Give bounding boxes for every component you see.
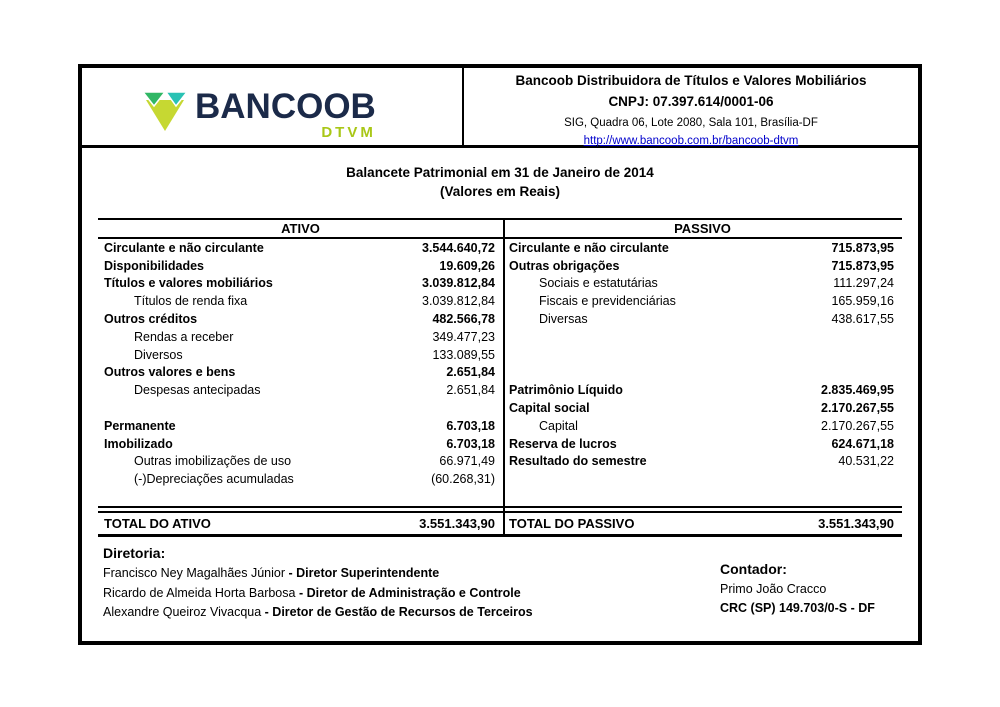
passivo-cell	[503, 488, 902, 506]
total-ativo	[98, 513, 503, 534]
ativo-row-label: Imobilizado	[104, 436, 173, 451]
table-body	[98, 239, 902, 506]
ativo-column-header: ATIVO	[281, 221, 320, 236]
contador-crc: CRC (SP) 149.703/0-S - DF	[720, 601, 875, 615]
passivo-cell	[503, 346, 902, 364]
ativo-cell	[98, 239, 503, 257]
ativo-cell	[98, 417, 503, 435]
passivo-cell	[503, 257, 902, 275]
passivo-row-label: Diversas	[539, 312, 588, 327]
director-role: - Diretor de Gestão de Recursos de Terceiros	[264, 605, 533, 619]
passivo-row-value: 2.170.267,55	[821, 401, 894, 416]
director-name: Alexandre Queiroz Vivacqua	[103, 605, 265, 619]
total-separator	[98, 506, 902, 513]
ativo-row-value: 6.703,18	[446, 436, 495, 451]
director-line	[103, 603, 533, 623]
ativo-row-value: 3.039.812,84	[422, 294, 495, 309]
table-row	[98, 239, 902, 257]
passivo-row-label: Patrimônio Líquido	[509, 383, 623, 398]
directors-list	[103, 564, 533, 623]
total-row	[98, 513, 902, 537]
ativo-cell	[98, 257, 503, 275]
report-title	[82, 163, 918, 201]
total-ativo-label: TOTAL DO ATIVO	[104, 515, 211, 531]
ativo-row-value: 133.089,55	[432, 347, 495, 362]
passivo-cell	[503, 328, 902, 346]
table-header-row	[98, 218, 902, 239]
company-cnpj: CNPJ: 07.397.614/0001-06	[608, 94, 774, 109]
passivo-row-value: 715.873,95	[831, 258, 894, 273]
table-row	[98, 488, 902, 506]
table-row	[98, 381, 902, 399]
passivo-cell	[503, 381, 902, 399]
company-website-link[interactable]: http://www.bancoob.com.br/bancoob-dtvm	[583, 135, 799, 147]
table-row	[98, 453, 902, 471]
passivo-row-value: 438.617,55	[831, 312, 894, 327]
passivo-row-label: Sociais e estatutárias	[539, 276, 658, 291]
document-frame	[78, 64, 922, 645]
ativo-row-label: (-)Depreciações acumuladas	[134, 472, 294, 487]
ativo-row-value: 2.651,84	[446, 383, 495, 398]
table-row	[98, 399, 902, 417]
passivo-row-label: Capital	[539, 418, 578, 433]
balance-table	[98, 218, 902, 537]
passivo-row-label: Capital social	[509, 401, 590, 416]
ativo-row-value: (60.268,31)	[431, 472, 495, 487]
director-line	[103, 564, 533, 584]
contador-title: Contador:	[720, 561, 787, 577]
ativo-row-value: 6.703,18	[446, 418, 495, 433]
logo-sub: DTVM	[321, 124, 376, 141]
passivo-cell	[503, 364, 902, 382]
passivo-cell	[503, 470, 902, 488]
ativo-row-label: Rendas a receber	[134, 329, 234, 344]
ativo-row-label: Disponibilidades	[104, 258, 205, 273]
ativo-cell	[98, 488, 503, 506]
ativo-row-value: 349.477,23	[432, 329, 495, 344]
ativo-row-value: 482.566,78	[432, 312, 495, 327]
director-name: Francisco Ney Magalhães Júnior	[103, 566, 289, 580]
passivo-row-value: 111.297,24	[833, 276, 894, 291]
passivo-row-value: 624.671,18	[831, 436, 894, 451]
ativo-row-label: Despesas antecipadas	[134, 383, 261, 398]
passivo-cell	[503, 239, 902, 257]
total-ativo-value: 3.551.343,90	[419, 515, 495, 531]
company-info	[464, 68, 918, 147]
passivo-row-value: 715.873,95	[831, 240, 894, 255]
table-row	[98, 435, 902, 453]
ativo-cell	[98, 292, 503, 310]
director-line	[103, 584, 533, 604]
table-row	[98, 470, 902, 488]
ativo-cell	[98, 381, 503, 399]
table-center-divider	[503, 218, 505, 537]
director-name: Ricardo de Almeida Horta Barbosa	[103, 585, 299, 600]
contador-name: Primo João Cracco	[720, 582, 827, 596]
ativo-row-value: 3.039.812,84	[422, 276, 495, 291]
table-row	[98, 328, 902, 346]
passivo-column-header: PASSIVO	[674, 221, 731, 236]
ativo-cell	[98, 399, 503, 417]
ativo-row-value: 2.651,84	[446, 365, 495, 380]
ativo-cell	[98, 453, 503, 471]
passivo-cell	[503, 399, 902, 417]
table-row	[98, 364, 902, 382]
bancoob-logo-icon	[142, 91, 188, 133]
ativo-row-value: 3.544.640,72	[422, 240, 495, 255]
logo-brand: BANCOOB	[195, 87, 376, 126]
ativo-row-label: Títulos e valores mobiliários	[104, 276, 273, 291]
passivo-cell	[503, 310, 902, 328]
total-passivo	[503, 513, 902, 534]
passivo-cell	[503, 435, 902, 453]
ativo-cell	[98, 364, 503, 382]
company-address: SIG, Quadra 06, Lote 2080, Sala 101, Brasília-DF	[564, 117, 818, 129]
passivo-row-label: Reserva de lucros	[509, 436, 617, 451]
table-row	[98, 417, 902, 435]
ativo-cell	[98, 435, 503, 453]
table-row	[98, 275, 902, 293]
total-passivo-value: 3.551.343,90	[818, 515, 894, 531]
report-title-line1: Balancete Patrimonial em 31 de Janeiro de 2014	[346, 165, 654, 180]
ativo-cell	[98, 328, 503, 346]
passivo-cell	[503, 275, 902, 293]
ativo-row-label: Outros valores e bens	[104, 365, 236, 380]
ativo-row-label: Diversos	[134, 347, 183, 362]
passivo-cell	[503, 292, 902, 310]
passivo-row-label: Circulante e não circulante	[509, 240, 669, 255]
ativo-row-value: 66.971,49	[439, 454, 495, 469]
report-title-line2: (Valores em Reais)	[439, 184, 561, 199]
table-row	[98, 346, 902, 364]
logo-text	[195, 89, 376, 140]
diretoria-title: Diretoria:	[103, 545, 166, 561]
ativo-row-label: Permanente	[104, 418, 176, 433]
passivo-row-value: 165.959,16	[831, 294, 894, 309]
ativo-row-label: Outras imobilizações de uso	[134, 454, 292, 469]
company-name: Bancoob Distribuidora de Títulos e Valores Mobiliários	[515, 73, 867, 88]
passivo-row-label: Outras obrigações	[509, 258, 620, 273]
ativo-row-label: Títulos de renda fixa	[134, 294, 248, 309]
table-row	[98, 257, 902, 275]
ativo-cell	[98, 470, 503, 488]
table-row	[98, 292, 902, 310]
director-role: - Diretor de Administração e Controle	[298, 585, 521, 600]
ativo-cell	[98, 310, 503, 328]
bancoob-logo	[142, 89, 376, 140]
ativo-row-label: Circulante e não circulante	[104, 240, 264, 255]
passivo-row-label: Fiscais e previdenciárias	[539, 294, 676, 309]
ativo-cell	[98, 275, 503, 293]
ativo-row-label: Outros créditos	[104, 312, 198, 327]
table-row	[98, 310, 902, 328]
passivo-row-value: 40.531,22	[838, 454, 894, 469]
passivo-row-value: 2.170.267,55	[821, 418, 894, 433]
director-role: - Diretor Superintendente	[288, 566, 440, 580]
passivo-row-label: Resultado do semestre	[509, 454, 647, 469]
ativo-cell	[98, 346, 503, 364]
total-passivo-label: TOTAL DO PASSIVO	[509, 515, 635, 531]
ativo-row-value: 19.609,26	[439, 258, 495, 273]
passivo-cell	[503, 453, 902, 471]
passivo-cell	[503, 417, 902, 435]
passivo-row-value: 2.835.469,95	[821, 383, 894, 398]
